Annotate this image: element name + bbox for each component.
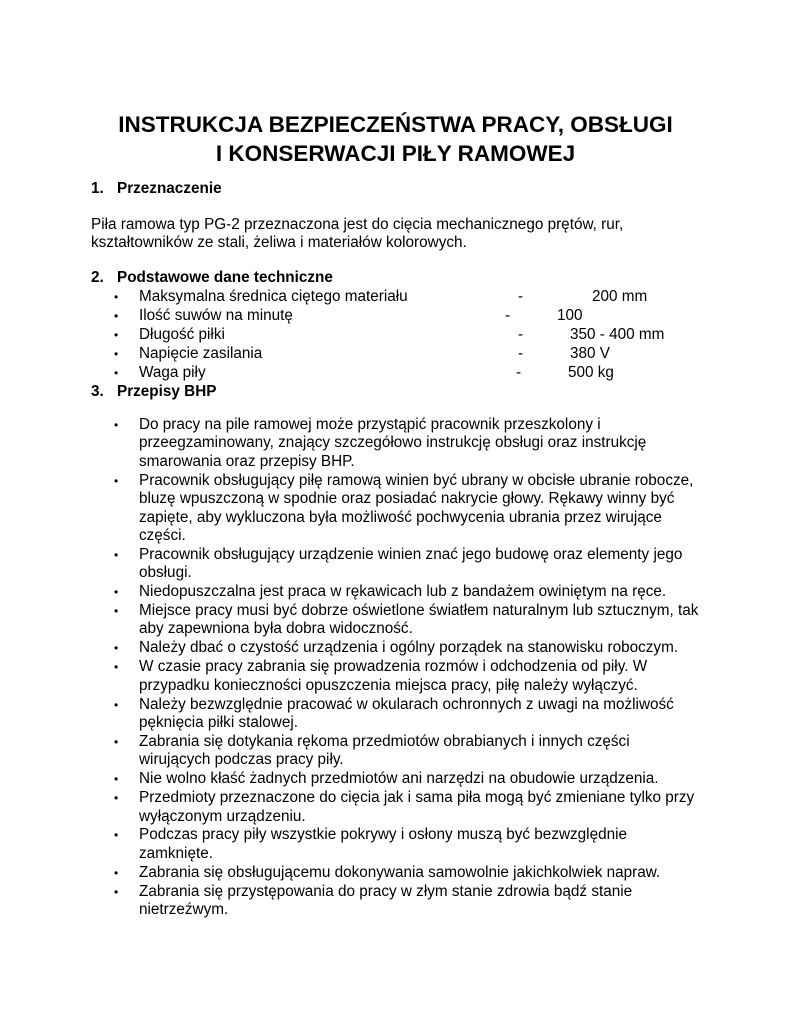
rule-text: Zabrania się obsługującemu dokonywania samowolnie jakichkolwiek napraw.: [139, 863, 661, 881]
bullet-icon: •: [114, 547, 119, 562]
section-3-title: Przepisy BHP: [117, 383, 217, 400]
bullet-icon: •: [114, 328, 119, 342]
bullet-icon: •: [114, 418, 119, 432]
section-3-number: 3.: [91, 383, 104, 400]
section-1-text: Piła ramowa typ PG-2 przeznaczona jest do cięcia mechanicznego prętów, rur, kształtowników ze stali, żeliwa i materiałów kolorowych.: [91, 216, 624, 252]
rule-text: Pracownik obsługujący urządzenie winien znać jego budowę oraz elementy jego obsługi.: [139, 545, 683, 582]
spec-dash: -: [505, 307, 511, 324]
bullet-icon: •: [114, 347, 119, 361]
bullet-icon: •: [114, 641, 119, 656]
spec-value: 350 - 400 mm: [570, 326, 665, 343]
bullet-icon: •: [114, 791, 119, 806]
list-item: [114, 733, 704, 770]
rule-text: Pracownik obsługujący piłę ramową winien być ubrany w obcisłe ubranie robocze, bluzę wpuszczoną w spodnie oraz posiadać nakrycie głowy. Rękawy winny być zapięte, aby wykluczona była możliwość pochwycenia ubrania przez wirujące części.: [139, 471, 694, 544]
spec-dash: -: [518, 288, 524, 305]
list-item: [114, 546, 704, 583]
list-item: [114, 602, 704, 639]
rule-text: Miejsce pracy musi być dobrze oświetlone światłem naturalnym lub sztucznym, tak aby zapewniona była dobra widoczność.: [139, 602, 699, 638]
section-3-heading: [91, 383, 216, 401]
list-item: [114, 696, 704, 733]
spec-label: Maksymalna średnica ciętego materiału: [139, 288, 408, 305]
list-item: [114, 789, 704, 826]
bullet-icon: •: [114, 309, 119, 323]
spec-dash: -: [516, 364, 522, 381]
list-item: [114, 583, 704, 601]
bullet-icon: •: [114, 604, 119, 619]
spec-row: [114, 345, 714, 364]
spec-value: 200 mm: [592, 288, 648, 305]
bullet-icon: •: [114, 828, 119, 843]
section-1-title: Przeznaczenie: [117, 180, 222, 197]
spec-value: 380 V: [570, 345, 610, 362]
rule-text: Należy dbać o czystość urządzenia i ogólny porządek na stanowisku roboczym.: [139, 639, 679, 657]
rule-text: Nie wolno kłaść żadnych przedmiotów ani narzędzi na obudowie urządzenia.: [139, 770, 659, 788]
rule-text: Niedopuszczalna jest praca w rękawicach lub z bandażem owiniętym na ręce.: [139, 583, 667, 601]
list-item: [114, 770, 704, 788]
list-item: [114, 883, 704, 920]
spec-label: Długość piłki: [139, 326, 225, 343]
spec-row: [114, 307, 714, 326]
section-2-number: 2.: [91, 269, 104, 286]
section-2-title: Podstawowe dane techniczne: [117, 269, 333, 286]
spec-row: [114, 326, 714, 345]
list-item: [114, 639, 704, 657]
document-title: [0, 110, 791, 168]
rule-text: Do pracy na pile ramowej może przystąpić pracownik przeszkolony i przeegzaminowany, znający szczegółowo instrukcję obsługi oraz instrukcję smarowania oraz przepisy BHP.: [139, 416, 647, 470]
spec-row: [114, 364, 714, 383]
spec-label: Waga piły: [139, 364, 206, 381]
list-item: [114, 864, 704, 882]
rule-text: Należy bezwzględnie pracować w okularach ochronnych z uwagi na możliwość pęknięcia piłki stalowej.: [139, 695, 674, 731]
rule-text: Zabrania się przystępowania do pracy w złym stanie zdrowia bądź stanie nietrzeźwym.: [139, 882, 633, 919]
bullet-icon: •: [114, 366, 119, 380]
bullet-icon: •: [114, 734, 119, 749]
spec-label: Napięcie zasilania: [139, 345, 263, 362]
spec-value: 500 kg: [568, 364, 614, 381]
bhp-rules-list: [114, 416, 704, 920]
spec-dash: -: [518, 345, 524, 362]
spec-dash: -: [518, 326, 524, 343]
bullet-icon: •: [114, 585, 119, 600]
bullet-icon: •: [114, 473, 119, 488]
bullet-icon: •: [114, 865, 119, 880]
spec-label: Ilość suwów na minutę: [139, 307, 293, 324]
section-2-heading: [91, 269, 333, 287]
title-line-2: I KONSERWACJI PIŁY RAMOWEJ: [215, 141, 576, 166]
spec-value: 100: [557, 307, 583, 324]
spec-row: [114, 288, 714, 307]
list-item: [114, 416, 704, 471]
bullet-icon: •: [114, 884, 119, 899]
rule-text: Zabrania się dotykania rękoma przedmiotów obrabianych i innych części wirujących podczas pracy piły.: [139, 732, 630, 769]
bullet-icon: •: [114, 772, 119, 787]
rule-text: Przedmioty przeznaczone do cięcia jak i sama piła mogą być zmieniane tylko przy wyłączonym urządzeniu.: [139, 789, 695, 825]
section-1-number: 1.: [91, 180, 104, 197]
rule-text: Podczas pracy piły wszystkie pokrywy i osłony muszą być bezwzględnie zamknięte.: [139, 826, 627, 862]
list-item: [114, 658, 704, 695]
list-item: [114, 826, 704, 863]
rule-text: W czasie pracy zabrania się prowadzenia rozmów i odchodzenia od piły. W przypadku konieczności opuszczenia miejsca pracy, piłę należy wyłączyć.: [139, 658, 648, 694]
list-item: [114, 472, 704, 546]
bullet-icon: •: [114, 290, 119, 304]
title-line-1: INSTRUKCJA BEZPIECZEŃSTWA PRACY, OBSŁUGI: [118, 112, 673, 137]
bullet-icon: •: [114, 697, 119, 712]
bullet-icon: •: [114, 660, 119, 675]
section-1-heading: [91, 180, 222, 198]
